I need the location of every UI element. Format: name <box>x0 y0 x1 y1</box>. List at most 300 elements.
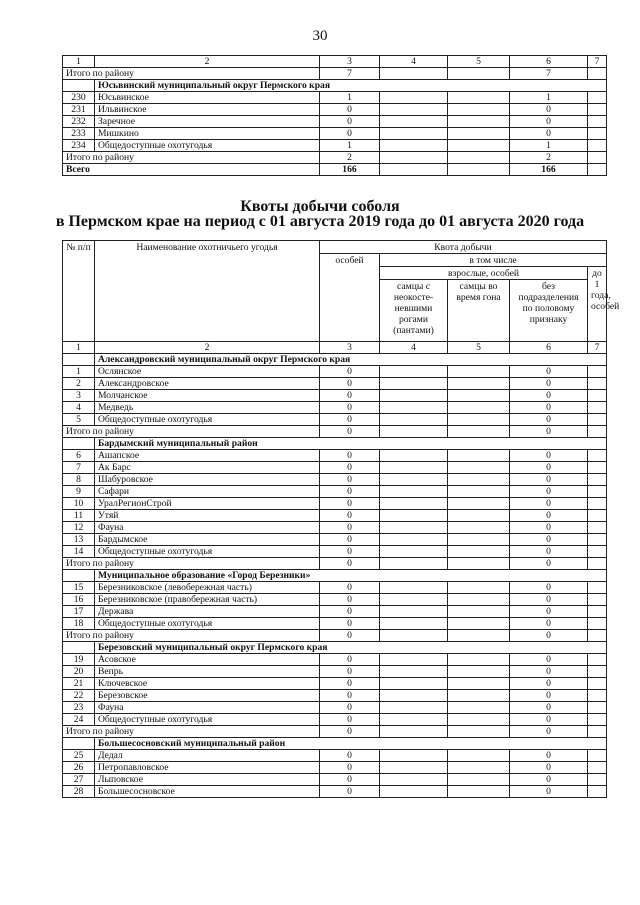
district-title: Александровский муниципальный округ Пермского края <box>95 354 607 366</box>
quota-no-sex: 0 <box>510 750 588 762</box>
header-num: № п/п <box>63 241 95 342</box>
quota-no-sex: 0 <box>510 714 588 726</box>
quota-males-antlers <box>380 678 448 690</box>
quota-individuals: 0 <box>320 414 380 426</box>
hunting-ground-name: Березниковское (левобережная часть) <box>95 582 320 594</box>
header-adults: взрослые, особей <box>380 267 588 280</box>
quota-under1 <box>588 714 607 726</box>
hunting-ground-name: Общедоступные охотугодья <box>95 714 320 726</box>
quota-individuals: 0 <box>320 750 380 762</box>
row-number: 26 <box>63 762 95 774</box>
row-number: 10 <box>63 498 95 510</box>
table-cell <box>63 438 95 450</box>
quota-no-sex: 0 <box>510 462 588 474</box>
column-number-row <box>63 56 607 68</box>
quota-under1 <box>588 762 607 774</box>
table-row <box>63 498 607 510</box>
hunting-ground-name: Вепрь <box>95 666 320 678</box>
district-row <box>63 642 607 654</box>
table-row <box>63 486 607 498</box>
section-title: Квоты добычи соболя <box>240 198 400 215</box>
table-row <box>63 618 607 630</box>
quota-males-rut <box>448 378 510 390</box>
table-row <box>63 378 607 390</box>
quota-males-rut <box>448 462 510 474</box>
hunting-ground-name: Шабуровское <box>95 474 320 486</box>
table-row <box>63 402 607 414</box>
header-individuals: особей <box>320 254 380 342</box>
quota-under1 <box>588 678 607 690</box>
quota-no-sex: 0 <box>510 690 588 702</box>
quota-no-sex: 0 <box>510 498 588 510</box>
quota-males-antlers <box>380 702 448 714</box>
quota-under1 <box>588 366 607 378</box>
header-under1: до 1 года, особей <box>588 267 607 342</box>
quota-under1 <box>588 750 607 762</box>
quota-males-antlers <box>380 546 448 558</box>
row-number: 230 <box>63 92 95 104</box>
table-row <box>63 702 607 714</box>
total-males-rut <box>448 426 510 438</box>
quota-under1 <box>588 666 607 678</box>
table-row <box>63 522 607 534</box>
hunting-ground-name: Общедоступные охотугодья <box>95 618 320 630</box>
quota-males-rut <box>448 702 510 714</box>
row-number: 231 <box>63 104 95 116</box>
total-no-sex: 0 <box>510 630 588 642</box>
total-row <box>63 558 607 570</box>
table-row <box>63 92 607 104</box>
row-number: 18 <box>63 618 95 630</box>
hunting-ground-name: Петропавловское <box>95 762 320 774</box>
total-males-rut <box>448 558 510 570</box>
quota-no-sex: 0 <box>510 510 588 522</box>
hunting-ground-name: Заречное <box>95 116 320 128</box>
quota-individuals: 0 <box>320 666 380 678</box>
quota-males-rut <box>448 140 510 152</box>
table-row <box>63 762 607 774</box>
quota-males-rut <box>448 498 510 510</box>
quota-under1 <box>588 654 607 666</box>
row-number: 4 <box>63 402 95 414</box>
quota-under1 <box>588 582 607 594</box>
row-number: 13 <box>63 534 95 546</box>
district-row <box>63 570 607 582</box>
quota-males-antlers <box>380 750 448 762</box>
district-title: Юсьвинский муниципальный округ Пермского края <box>95 80 607 92</box>
quota-no-sex: 0 <box>510 702 588 714</box>
total-individuals: 7 <box>320 68 380 80</box>
quota-males-rut <box>448 714 510 726</box>
row-number: 233 <box>63 128 95 140</box>
district-row <box>63 438 607 450</box>
quota-no-sex: 0 <box>510 486 588 498</box>
table-row <box>63 474 607 486</box>
total-no-sex: 0 <box>510 726 588 738</box>
quota-no-sex: 0 <box>510 762 588 774</box>
quota-no-sex: 0 <box>510 474 588 486</box>
quota-males-rut <box>448 666 510 678</box>
table-row <box>63 128 607 140</box>
quota-no-sex: 0 <box>510 582 588 594</box>
row-number: 6 <box>63 450 95 462</box>
hunting-ground-name: Молчанское <box>95 390 320 402</box>
table-row <box>63 786 607 798</box>
table-row <box>63 678 607 690</box>
district-row <box>63 80 607 92</box>
quota-males-antlers <box>380 486 448 498</box>
quota-individuals: 0 <box>320 498 380 510</box>
row-number: 8 <box>63 474 95 486</box>
quota-under1 <box>588 140 607 152</box>
column-number: 3 <box>320 342 380 354</box>
quota-individuals: 0 <box>320 366 380 378</box>
quota-males-rut <box>448 522 510 534</box>
quota-under1 <box>588 474 607 486</box>
table-row <box>63 414 607 426</box>
quota-no-sex: 0 <box>510 450 588 462</box>
total-under1 <box>588 164 607 176</box>
quota-individuals: 0 <box>320 534 380 546</box>
quota-no-sex: 0 <box>510 618 588 630</box>
total-individuals: 0 <box>320 630 380 642</box>
quota-under1 <box>588 606 607 618</box>
quota-males-antlers <box>380 582 448 594</box>
total-label: Итого по району <box>63 630 320 642</box>
total-no-sex: 7 <box>510 68 588 80</box>
hunting-ground-name: Общедоступные охотугодья <box>95 414 320 426</box>
quota-males-antlers <box>380 140 448 152</box>
yusva-district-table <box>62 55 607 176</box>
quota-males-rut <box>448 128 510 140</box>
quota-under1 <box>588 534 607 546</box>
quota-males-rut <box>448 104 510 116</box>
column-number: 1 <box>63 56 95 68</box>
quota-males-antlers <box>380 462 448 474</box>
total-under1 <box>588 630 607 642</box>
row-number: 22 <box>63 690 95 702</box>
quota-males-rut <box>448 534 510 546</box>
quota-males-rut <box>448 762 510 774</box>
quota-under1 <box>588 116 607 128</box>
total-no-sex: 166 <box>510 164 588 176</box>
column-number: 7 <box>588 342 607 354</box>
quota-males-antlers <box>380 774 448 786</box>
quota-no-sex: 0 <box>510 116 588 128</box>
quota-under1 <box>588 522 607 534</box>
total-no-sex: 2 <box>510 152 588 164</box>
quota-males-antlers <box>380 390 448 402</box>
total-row <box>63 152 607 164</box>
table-row <box>63 666 607 678</box>
header-no-sex: без подразделения по половому признаку <box>510 280 588 342</box>
column-number: 1 <box>63 342 95 354</box>
table-row <box>63 750 607 762</box>
total-males-rut <box>448 152 510 164</box>
district-title: Муниципальное образование «Город Березники» <box>95 570 607 582</box>
quota-no-sex: 1 <box>510 92 588 104</box>
quota-individuals: 0 <box>320 546 380 558</box>
quota-males-antlers <box>380 606 448 618</box>
quota-individuals: 0 <box>320 762 380 774</box>
total-males-antlers <box>380 630 448 642</box>
total-row <box>63 68 607 80</box>
district-title: Бардымский муниципальный район <box>95 438 607 450</box>
quota-males-rut <box>448 594 510 606</box>
column-number: 4 <box>380 342 448 354</box>
quota-males-antlers <box>380 762 448 774</box>
quota-under1 <box>588 462 607 474</box>
quota-no-sex: 0 <box>510 414 588 426</box>
quota-no-sex: 0 <box>510 594 588 606</box>
hunting-ground-name: Асовское <box>95 654 320 666</box>
quota-under1 <box>588 594 607 606</box>
row-number: 232 <box>63 116 95 128</box>
quota-individuals: 1 <box>320 92 380 104</box>
row-number: 17 <box>63 606 95 618</box>
quota-no-sex: 0 <box>510 546 588 558</box>
quota-males-antlers <box>380 116 448 128</box>
hunting-ground-name: Дедал <box>95 750 320 762</box>
table-row <box>63 462 607 474</box>
column-number: 2 <box>95 56 320 68</box>
quota-under1 <box>588 702 607 714</box>
quota-males-rut <box>448 678 510 690</box>
quota-no-sex: 0 <box>510 666 588 678</box>
quota-males-rut <box>448 390 510 402</box>
quota-males-antlers <box>380 666 448 678</box>
quota-individuals: 0 <box>320 678 380 690</box>
quota-under1 <box>588 390 607 402</box>
quota-under1 <box>588 402 607 414</box>
table-row <box>63 450 607 462</box>
total-individuals: 0 <box>320 726 380 738</box>
row-number: 16 <box>63 594 95 606</box>
table-cell <box>63 738 95 750</box>
column-number: 3 <box>320 56 380 68</box>
quota-under1 <box>588 378 607 390</box>
total-males-antlers <box>380 426 448 438</box>
district-title: Березовский муниципальный округ Пермского края <box>95 642 607 654</box>
quota-males-antlers <box>380 534 448 546</box>
quota-males-rut <box>448 618 510 630</box>
total-label: Итого по району <box>63 726 320 738</box>
total-label: Итого по району <box>63 426 320 438</box>
quota-males-antlers <box>380 498 448 510</box>
total-row <box>63 164 607 176</box>
table-cell <box>63 570 95 582</box>
quota-no-sex: 0 <box>510 522 588 534</box>
quota-under1 <box>588 128 607 140</box>
table-row <box>63 390 607 402</box>
quota-no-sex: 0 <box>510 104 588 116</box>
quota-no-sex: 0 <box>510 366 588 378</box>
total-males-rut <box>448 726 510 738</box>
quota-males-rut <box>448 786 510 798</box>
total-individuals: 166 <box>320 164 380 176</box>
quota-males-antlers <box>380 474 448 486</box>
table-cell <box>63 354 95 366</box>
table-row <box>63 510 607 522</box>
quota-males-rut <box>448 606 510 618</box>
quota-males-rut <box>448 774 510 786</box>
header-name: Наименование охотничьего угодья <box>95 241 320 342</box>
quota-under1 <box>588 92 607 104</box>
quota-under1 <box>588 486 607 498</box>
quota-males-antlers <box>380 366 448 378</box>
total-males-rut <box>448 630 510 642</box>
quota-no-sex: 0 <box>510 378 588 390</box>
hunting-ground-name: Общедоступные охотугодья <box>95 140 320 152</box>
row-number: 14 <box>63 546 95 558</box>
quota-males-antlers <box>380 378 448 390</box>
quota-under1 <box>588 498 607 510</box>
quota-males-rut <box>448 402 510 414</box>
row-number: 5 <box>63 414 95 426</box>
column-number-row <box>63 342 607 354</box>
quota-individuals: 0 <box>320 378 380 390</box>
quota-individuals: 0 <box>320 594 380 606</box>
hunting-ground-name: Держава <box>95 606 320 618</box>
hunting-ground-name: Общедоступные охотугодья <box>95 546 320 558</box>
quota-individuals: 0 <box>320 450 380 462</box>
total-row <box>63 726 607 738</box>
table-cell <box>63 642 95 654</box>
hunting-ground-name: Фауна <box>95 702 320 714</box>
district-row <box>63 738 607 750</box>
sable-quota-table <box>62 240 620 798</box>
total-no-sex: 0 <box>510 426 588 438</box>
table-row <box>63 774 607 786</box>
quota-males-rut <box>448 414 510 426</box>
row-number: 234 <box>63 140 95 152</box>
total-males-rut <box>448 164 510 176</box>
total-label: Итого по району <box>63 558 320 570</box>
total-row <box>63 630 607 642</box>
section-subtitle: в Пермском крае на период с 01 августа 2019 года до 01 августа 2020 года <box>55 213 585 230</box>
quota-no-sex: 0 <box>510 786 588 798</box>
row-number: 23 <box>63 702 95 714</box>
hunting-ground-name: Сафари <box>95 486 320 498</box>
quota-no-sex: 0 <box>510 402 588 414</box>
header-males-antlers: самцы с неокосте-невшими рогами (пантами) <box>380 280 448 342</box>
quota-no-sex: 0 <box>510 774 588 786</box>
quota-no-sex: 1 <box>510 140 588 152</box>
quota-individuals: 0 <box>320 462 380 474</box>
quota-under1 <box>588 510 607 522</box>
quota-males-antlers <box>380 654 448 666</box>
hunting-ground-name: Березовское <box>95 690 320 702</box>
quota-no-sex: 0 <box>510 654 588 666</box>
district-row <box>63 354 607 366</box>
quota-males-rut <box>448 582 510 594</box>
quota-males-antlers <box>380 92 448 104</box>
quota-individuals: 0 <box>320 618 380 630</box>
district-title: Большесосновский муниципальный район <box>95 738 607 750</box>
quota-males-antlers <box>380 414 448 426</box>
total-males-antlers <box>380 558 448 570</box>
quota-under1 <box>588 414 607 426</box>
total-no-sex: 0 <box>510 558 588 570</box>
quota-males-rut <box>448 486 510 498</box>
quota-under1 <box>588 450 607 462</box>
table-row <box>63 690 607 702</box>
column-number: 5 <box>448 56 510 68</box>
quota-under1 <box>588 690 607 702</box>
total-individuals: 2 <box>320 152 380 164</box>
hunting-ground-name: Утяй <box>95 510 320 522</box>
row-number: 28 <box>63 786 95 798</box>
column-number: 7 <box>588 56 607 68</box>
total-under1 <box>588 726 607 738</box>
quota-males-antlers <box>380 690 448 702</box>
total-males-antlers <box>380 726 448 738</box>
total-label: Итого по району <box>63 68 320 80</box>
column-number: 5 <box>448 342 510 354</box>
row-number: 2 <box>63 378 95 390</box>
quota-no-sex: 0 <box>510 606 588 618</box>
total-males-antlers <box>380 68 448 80</box>
quota-males-rut <box>448 366 510 378</box>
total-males-antlers <box>380 164 448 176</box>
header-quota: Квота добычи <box>320 241 607 254</box>
table-row <box>63 654 607 666</box>
quota-males-rut <box>448 510 510 522</box>
total-individuals: 0 <box>320 558 380 570</box>
quota-males-antlers <box>380 104 448 116</box>
header-including: в том числе <box>380 254 607 267</box>
quota-individuals: 0 <box>320 522 380 534</box>
quota-males-rut <box>448 474 510 486</box>
table-row <box>63 594 607 606</box>
table-row <box>63 104 607 116</box>
quota-no-sex: 0 <box>510 390 588 402</box>
quota-males-antlers <box>380 618 448 630</box>
hunting-ground-name: Ашапское <box>95 450 320 462</box>
quota-individuals: 0 <box>320 402 380 414</box>
quota-males-antlers <box>380 522 448 534</box>
total-under1 <box>588 152 607 164</box>
quota-individuals: 0 <box>320 486 380 498</box>
quota-under1 <box>588 774 607 786</box>
hunting-ground-name: Фауна <box>95 522 320 534</box>
row-number: 15 <box>63 582 95 594</box>
hunting-ground-name: Бардымское <box>95 534 320 546</box>
hunting-ground-name: Ключевское <box>95 678 320 690</box>
quota-individuals: 0 <box>320 104 380 116</box>
table-row <box>63 606 607 618</box>
quota-males-rut <box>448 690 510 702</box>
row-number: 11 <box>63 510 95 522</box>
row-number: 7 <box>63 462 95 474</box>
hunting-ground-name: Ослянское <box>95 366 320 378</box>
row-number: 3 <box>63 390 95 402</box>
quota-individuals: 1 <box>320 140 380 152</box>
header-males-rut: самцы во время гона <box>448 280 510 342</box>
hunting-ground-name: Березниковское (правобережная часть) <box>95 594 320 606</box>
table-cell <box>63 80 95 92</box>
hunting-ground-name: Александровское <box>95 378 320 390</box>
hunting-ground-name: Лыповское <box>95 774 320 786</box>
quota-males-rut <box>448 750 510 762</box>
hunting-ground-name: Большесосновское <box>95 786 320 798</box>
row-number: 19 <box>63 654 95 666</box>
hunting-ground-name: Мишкино <box>95 128 320 140</box>
column-number: 6 <box>510 342 588 354</box>
table-row <box>63 546 607 558</box>
quota-individuals: 0 <box>320 774 380 786</box>
quota-no-sex: 0 <box>510 534 588 546</box>
